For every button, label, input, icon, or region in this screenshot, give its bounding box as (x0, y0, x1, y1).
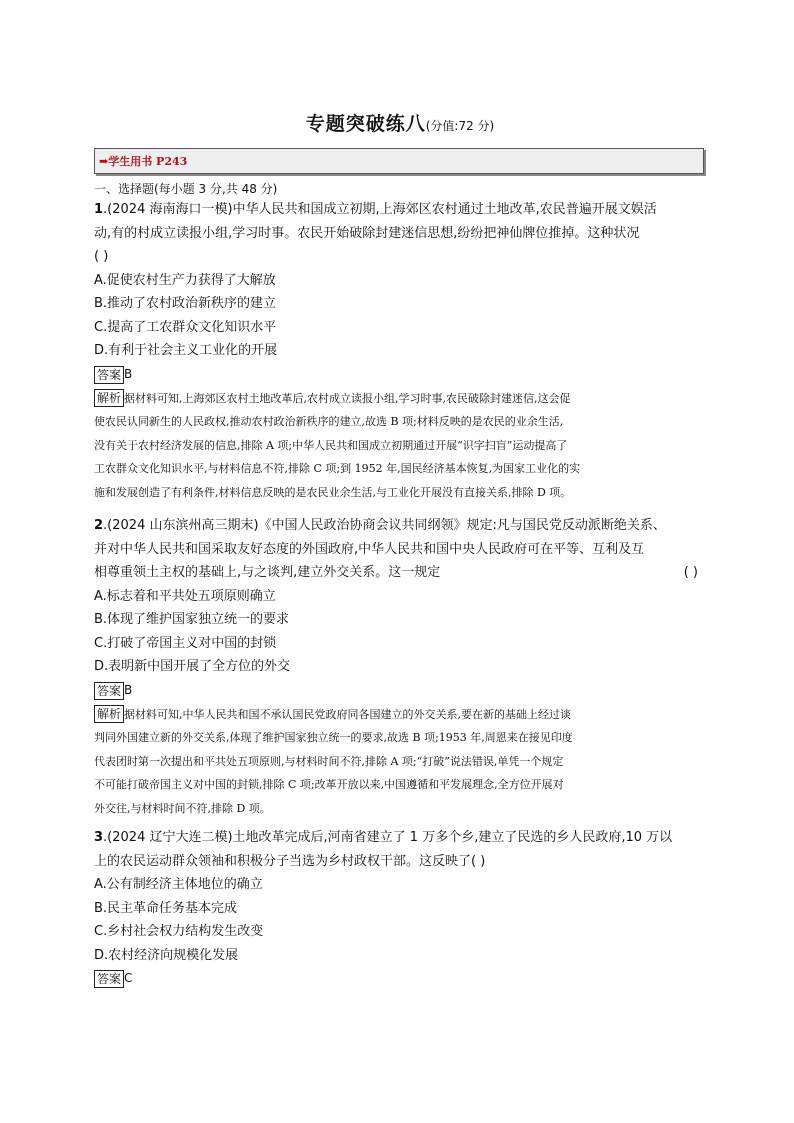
question-1 (94, 198, 706, 504)
option-a: A.公有制经济主体地位的确立 (94, 877, 263, 892)
answer-row (94, 967, 706, 990)
option-b: B.体现了维护国家独立统一的要求 (94, 612, 290, 627)
question-3 (94, 826, 706, 990)
option-d: D.有利于社会主义工业化的开展 (94, 343, 278, 358)
banner-text: ➡学生用书 P243 (99, 155, 188, 168)
section-heading: 一、选择题(每小题 3 分,共 48 分) (94, 182, 278, 196)
option-a: A.标志着和平共处五项原则确立 (94, 588, 276, 604)
question-stem-line: 并对中华人民共和国采取友好态度的外国政府,中华人民共和国中央人民政府可在平等、互利及互 (94, 541, 645, 557)
student-book-banner (94, 148, 704, 174)
answer-tag: 答案 (94, 682, 124, 700)
explanation: 解析 据材料可知,上海郊区农村土地改革后,农村成立读报小组,学习时事,农民破除封建迷信,这会促 使农民认同新生的人民政权,推动农村政治新秩序的建立,故选 B 项;材料反映的是农民的业余生活, 没有关于农村经济发展的信息,排除 A 项;中华人民共和国成立初期通过开展“识字扫盲”运动提高了 工农群众文化知识水平,与材料信息不符,排除 C 项;到 1952 年,国民经济基本恢复,为国家工业化的实 施和发展创造了有利条件,材料信息反映的是农民业余生活,与工业化开展没有直接关系,排除 D 项。 (94, 390, 581, 499)
answer-tag: 答案 (94, 970, 124, 988)
question-stem-line: 3.(2024 辽宁大连二模)土地改革完成后,河南省建立了 1 万多个乡,建立了民选的乡人民政府,10 万以 (94, 830, 673, 845)
question-2 (94, 514, 706, 820)
option-d: D.表明新中国开展了全方位的外交 (94, 659, 291, 674)
question-stem-line: ( ) (94, 249, 109, 264)
question-number: 1 (94, 202, 104, 217)
option-c: C.乡村社会权力结构发生改变 (94, 924, 264, 939)
question-stem-line: 动,有的村成立读报小组,学习时事。农民开始破除封建迷信思想,纷纷把神仙牌位推掉。这种状况 (94, 225, 640, 241)
option-b: B.推动了农村政治新秩序的建立 (94, 296, 277, 311)
question-number: 2 (94, 518, 104, 533)
explain-tag: 解析 (94, 389, 124, 407)
title-main: 专题突破练八 (305, 113, 426, 135)
question-stem-line: 相尊重领土主权的基础上,与之谈判,建立外交关系。这一规定 ( ) (94, 561, 706, 585)
answer-value: B (124, 366, 133, 381)
question-number: 3 (94, 830, 104, 845)
answer-tag: 答案 (94, 366, 124, 384)
option-d: D.农村经济向规模化发展 (94, 947, 239, 963)
answer-row (94, 363, 706, 386)
option-c: C.提高了工农群众文化知识水平 (94, 319, 277, 335)
title-score: (分值:72 分) (425, 119, 495, 133)
question-stem-line: 1.(2024 海南海口一模)中华人民共和国成立初期,上海郊区农村通过土地改革,农民普遍开展文娱活 (94, 202, 657, 217)
option-b: B.民主革命任务基本完成 (94, 900, 238, 916)
option-c: C.打破了帝国主义对中国的封锁 (94, 635, 277, 651)
answer-value: C (124, 971, 133, 985)
answer-value: B (124, 682, 133, 697)
question-stem-line: 2.(2024 山东滨州高三期末)《中国人民政治协商会议共同纲领》规定:凡与国民党反动派断绝关系、 (94, 518, 666, 533)
question-stem-line: 上的农民运动群众领袖和积极分子当选为乡村政权干部。这反映了( ) (94, 853, 486, 869)
explanation: 解析 据材料可知,中华人民共和国不承认国民党政府同各国建立的外交关系,要在新的基础上经过谈 判同外国建立新的外交关系,体现了维护国家独立统一的要求,故选 B 项;1953 年,周恩来在接见印度 代表团时第一次提出和平共处五项原则,与材料时间不符,排除 A 项;“打破”说法错误,单凭一个规定 不可能打破帝国主义对中国的封锁,排除 C 项;改革开放以来,中国遵循和平发展理念,全方位开展对 外交往,与材料时间不符,排除 D 项。 (94, 706, 573, 815)
option-a: A.促使农村生产力获得了大解放 (94, 272, 276, 288)
answer-row (94, 679, 706, 702)
explain-tag: 解析 (94, 705, 124, 723)
answer-blank: ( ) (683, 565, 698, 580)
page-title (94, 109, 706, 136)
